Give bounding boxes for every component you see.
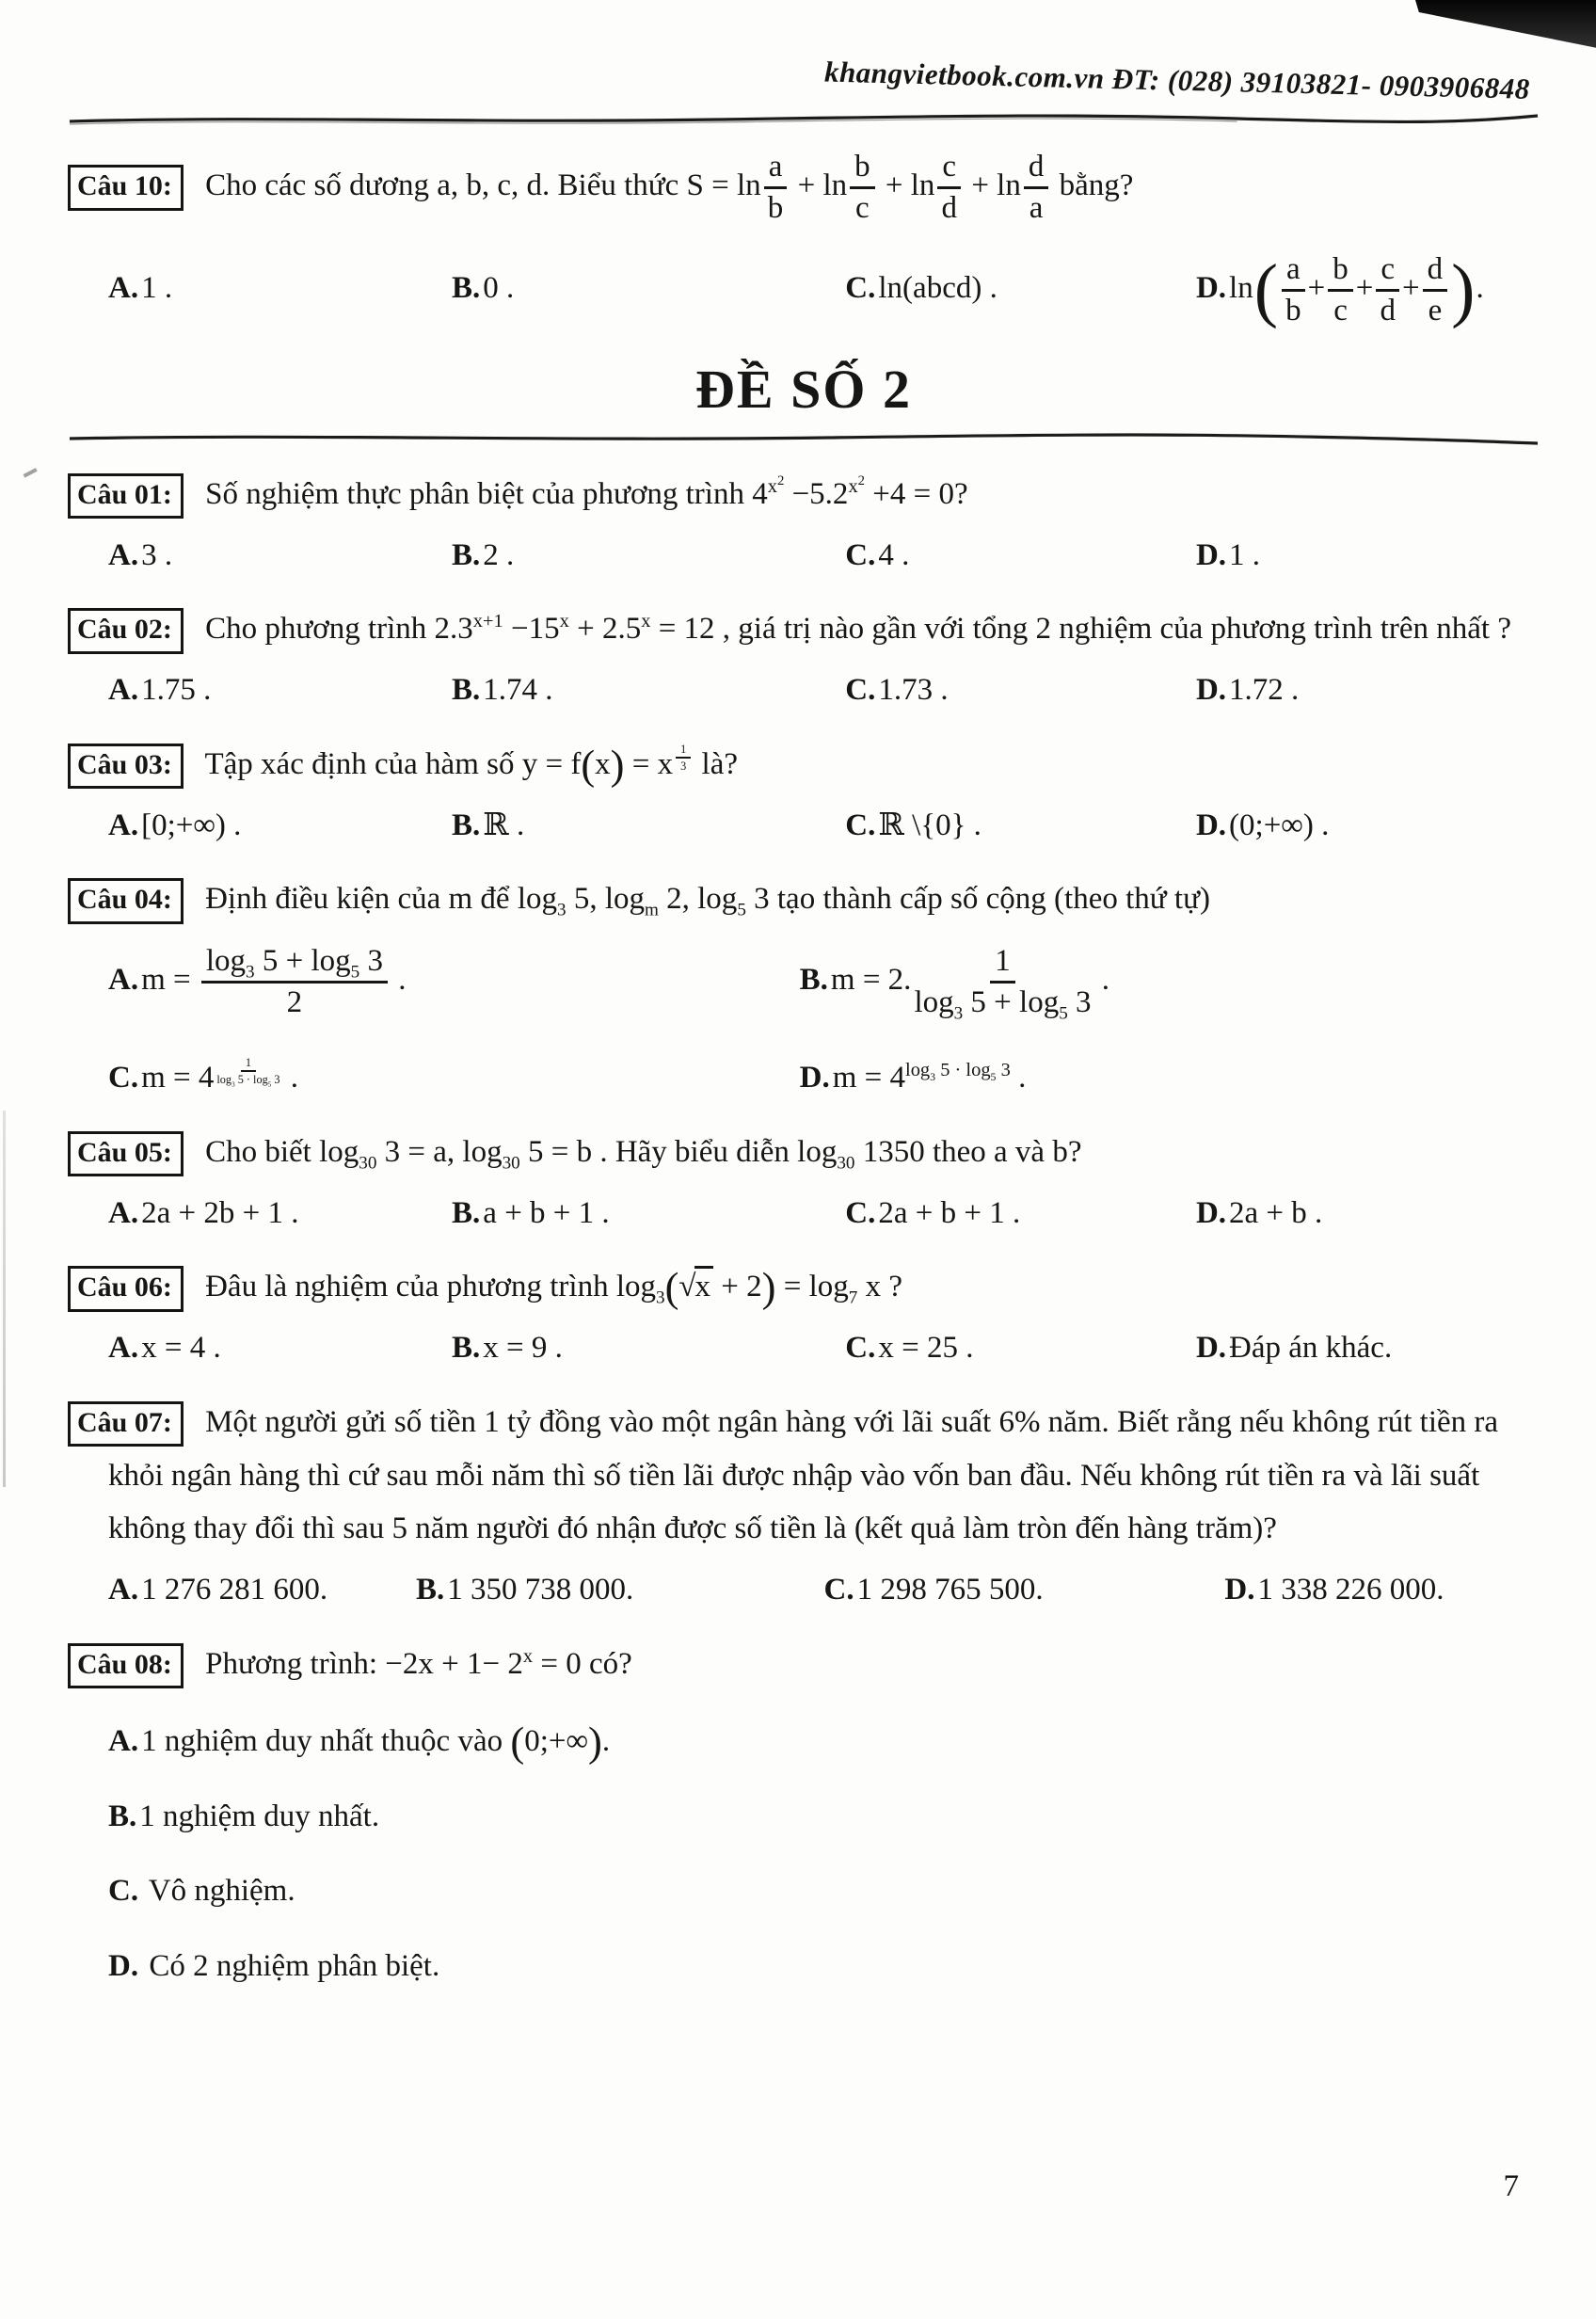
question-07-option-b: B.1 350 738 000.	[416, 1573, 634, 1607]
question-02-option-d: D.1.72 .	[1195, 673, 1300, 708]
question-05-options	[68, 1189, 1540, 1239]
question-08-option-b: B.1 nghiệm duy nhất.	[108, 1799, 380, 1833]
question-01-option-c: C.4 .	[845, 537, 910, 572]
question-07-label: Câu 07:	[68, 1401, 184, 1447]
question-01-text: Số nghiệm thực phân biệt của phương trình $4^{x^2} -5.2^{x^2} +4 = 0$?	[205, 472, 968, 511]
question-10-options	[68, 251, 1540, 329]
question-01	[68, 468, 1540, 521]
question-03-option-c: C.ℝ \{0} .	[845, 808, 982, 842]
question-02-text: Cho phương trình $2.3^{x+1} -15^x + 2.5^x = 12$ , giá trị nào gần với tổng 2 nghiệm của phương trình trên nhất ?	[205, 611, 1511, 647]
question-03-option-a: A.[0;+∞) .	[108, 808, 242, 842]
question-06-options	[68, 1323, 1540, 1373]
page-number: 7	[1503, 2169, 1519, 2203]
question-08-option-a: A.1 nghiệm duy nhất thuộc vào (0;+∞).	[108, 1718, 611, 1766]
question-04-option-b: B.m = 2. $\frac{1}{\log_3 5 + \log_5 3}$ .	[799, 944, 1110, 1024]
question-08-options	[68, 1717, 1540, 1991]
question-05-option-d: D.2a + b .	[1195, 1195, 1323, 1230]
question-10-text: Cho các số dương a, b, c, d. Biểu thức S = ln $\frac{a}{b}$ + ln $\frac{b}{c}$ + ln $\frac{c}{d}$ + ln $\frac{d}{a}$ bằng?	[205, 150, 1134, 225]
question-02-option-a: A.1.75 .	[108, 673, 212, 708]
question-07	[68, 1396, 1540, 1556]
question-10-label: Câu 10:	[68, 165, 184, 211]
question-02	[68, 602, 1540, 656]
question-06-option-c: C.x = 25 .	[845, 1331, 974, 1366]
page-header	[68, 37, 1540, 106]
question-07-text: Một người gửi số tiền 1 tỷ đồng vào một ngân hàng với lãi suất 6% năm. Biết rằng nếu không rút tiền ra khỏi ngân hàng thì cứ sau mỗi năm thì số tiền lãi được nhập vào vốn ban đầu. Nếu không rút tiền ra và lãi suất không thay đổi thì sau 5 năm người đó nhận được số tiền là (kết quả làm tròn đến hàng trăm)?	[108, 1404, 1499, 1546]
question-03-option-b: B.ℝ .	[452, 808, 525, 842]
question-03-options	[68, 801, 1540, 851]
question-04-label: Câu 04:	[68, 878, 184, 924]
question-06-label: Câu 06:	[68, 1266, 184, 1312]
question-05	[68, 1126, 1540, 1179]
question-08-option-d: D. Có 2 nghiệm phân biệt.	[108, 1949, 440, 1984]
question-03	[68, 738, 1540, 792]
question-08-label: Câu 08:	[68, 1643, 184, 1689]
scan-edge-artifact	[3, 1111, 6, 1487]
question-02-options	[68, 665, 1540, 715]
question-06-option-d: D.Đáp án khác.	[1195, 1331, 1393, 1366]
question-10-option-b: B.0 .	[452, 270, 515, 305]
question-03-option-d: D.(0;+∞) .	[1195, 808, 1330, 842]
question-04-options	[68, 943, 1540, 1103]
question-10-option-d: D.ln( $\frac{a}{b}$ + $\frac{b}{c}$ + $\frac{c}{d}$ + $\frac{d}{e}$ ).	[1195, 250, 1484, 330]
question-02-option-b: B.1.74 .	[452, 673, 553, 708]
header-divider-line	[68, 111, 1540, 126]
question-02-label: Câu 02:	[68, 608, 184, 654]
question-05-option-c: C.2a + b + 1 .	[845, 1195, 1021, 1230]
question-04-option-a: A.m = $\frac{\log_3 5 + \log_5 3}{2}$ .	[108, 944, 407, 1020]
question-01-option-d: D.1 .	[1195, 537, 1261, 572]
question-05-text: Cho biết $\log_{30} 3 = a$, $\log_{30} 5 = b$ . Hãy biểu diễn $\log_{30} 1350$ theo a và b?	[205, 1134, 1082, 1174]
question-03-text: Tập xác định của hàm số y = f(x) = x $^{\frac{1}{3}}$ là?	[204, 741, 738, 789]
question-10	[68, 149, 1540, 227]
question-07-option-d: D.1 338 226 000.	[1224, 1573, 1444, 1607]
question-01-option-a: A.3 .	[108, 537, 173, 572]
question-08-option-c: C. Vô nghiệm.	[108, 1874, 295, 1909]
question-07-option-c: C.1 298 765 500.	[823, 1573, 1044, 1607]
question-10-option-c: C.ln(abcd) .	[845, 270, 998, 305]
question-04-text: Định điều kiện của m để $\log_3 5$, $\log_m 2$, $\log_5 3$ tạo thành cấp số cộng (theo thứ tự)	[205, 882, 1210, 920]
question-08	[68, 1638, 1540, 1691]
question-08-text: Phương trình: $-2x + 1- 2^x = 0$ có?	[205, 1645, 632, 1681]
section-divider-line	[68, 430, 1540, 445]
question-05-option-a: A.2a + 2b + 1 .	[108, 1195, 299, 1230]
question-06-text: Đâu là nghiệm của phương trình $\log_3(√x + 2) = \log_7 x$ ?	[205, 1263, 902, 1311]
question-01-option-b: B.2 .	[452, 537, 515, 572]
question-07-option-a: A.1 276 281 600.	[108, 1573, 328, 1607]
question-03-label: Câu 03:	[68, 744, 184, 790]
question-04-option-d: $D.m = 4^{log_3 5 \cdot log_5 3}$ .	[799, 1060, 1027, 1096]
question-01-label: Câu 01:	[68, 473, 184, 520]
question-07-options	[68, 1565, 1540, 1615]
question-01-options	[68, 531, 1540, 581]
header-text: khangvietbook.com.vn ĐT: (028) 39103821- 0903906848	[823, 55, 1531, 105]
question-05-option-b: B.a + b + 1 .	[452, 1195, 610, 1230]
question-06	[68, 1260, 1540, 1314]
section-title: ĐỀ SỐ 2	[695, 358, 912, 420]
question-02-option-c: C.1.73 .	[845, 673, 949, 708]
question-04	[68, 872, 1540, 926]
question-06-option-a: A.x = 4 .	[108, 1331, 221, 1366]
question-06-option-b: B.x = 9 .	[452, 1331, 563, 1366]
question-04-option-c: C.m = 4 $^{\frac{1}{\log_3 5 \cdot \log_5 3}}$ .	[108, 1056, 298, 1096]
question-05-label: Câu 05:	[68, 1131, 184, 1177]
question-10-option-a: A.1 .	[108, 270, 173, 305]
